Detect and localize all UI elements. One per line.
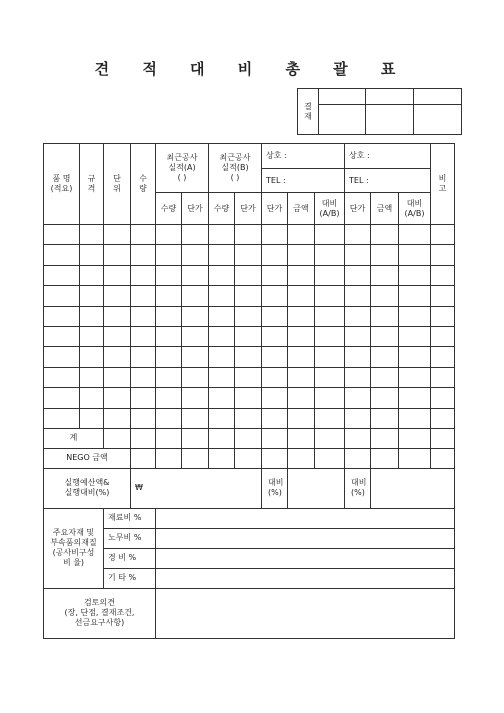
table-row [44,388,455,408]
header-item: 품 명 (적요) [44,144,80,225]
table-cell[interactable] [156,326,182,346]
approval-cell[interactable] [366,89,414,105]
table-row [44,347,455,367]
table-cell[interactable] [399,245,431,265]
expense-value[interactable] [156,548,455,568]
table-cell[interactable] [431,367,455,387]
table-cell[interactable] [131,306,156,326]
table-cell[interactable] [209,306,235,326]
table-cell[interactable] [371,245,399,265]
table-cell[interactable] [371,408,399,428]
table-cell[interactable] [182,265,209,285]
table-cell[interactable] [80,306,104,326]
table-cell[interactable] [44,225,80,245]
vendor1-tel: TEL : [262,169,345,193]
nego-label: NEGO 금액 [44,448,131,468]
review-value[interactable] [156,588,455,638]
table-cell[interactable] [371,367,399,387]
table-cell[interactable] [209,347,235,367]
table-cell[interactable] [209,265,235,285]
table-cell[interactable] [131,265,156,285]
table-cell[interactable] [235,306,262,326]
sub-qty-a: 수량 [156,193,182,225]
table-cell[interactable] [44,367,80,387]
table-cell[interactable] [131,286,156,306]
table-cell[interactable] [182,245,209,265]
table-cell[interactable] [431,245,455,265]
table-cell[interactable] [288,286,315,306]
table-cell[interactable] [315,245,345,265]
table-cell[interactable] [288,408,315,428]
table-cell[interactable] [262,388,288,408]
table-cell[interactable] [131,367,156,387]
table-cell[interactable] [104,306,131,326]
budget-won[interactable]: ₩ [131,468,262,508]
table-cell[interactable] [371,388,399,408]
table-cell[interactable] [345,388,371,408]
approval-cell[interactable] [319,89,366,105]
table-row [44,225,455,245]
table-cell[interactable] [371,225,399,245]
table-cell[interactable] [44,347,80,367]
table-cell[interactable] [431,286,455,306]
table-cell[interactable] [156,265,182,285]
item-rows [44,225,455,429]
header-recent-a: 최근공사 실적(A) ( ) [156,144,209,193]
table-cell[interactable] [80,225,104,245]
table-cell[interactable] [315,408,345,428]
approval-sign-cell[interactable] [366,105,414,135]
table-cell[interactable] [156,245,182,265]
table-cell[interactable] [345,265,371,285]
table-cell[interactable] [288,265,315,285]
table-cell[interactable] [399,225,431,245]
header-qty: 수 량 [131,144,156,225]
table-row [44,408,455,428]
table-cell[interactable] [182,326,209,346]
table-cell[interactable] [182,306,209,326]
approval-cell[interactable] [414,89,462,105]
table-cell[interactable] [209,408,235,428]
table-cell[interactable] [345,225,371,245]
table-cell[interactable] [182,367,209,387]
table-cell[interactable] [131,408,156,428]
vendor1-company: 상호 : [262,144,345,169]
table-cell[interactable] [156,347,182,367]
estimate-table [43,143,455,639]
table-row [44,326,455,346]
table-cell[interactable] [399,306,431,326]
material-ratio: 재료비 % [104,508,156,528]
table-cell[interactable] [44,408,80,428]
table-cell[interactable] [156,286,182,306]
table-cell[interactable] [80,367,104,387]
table-cell[interactable] [209,245,235,265]
table-cell[interactable] [182,408,209,428]
table-cell[interactable] [262,286,288,306]
vendor2-company: 상호 : [345,144,431,169]
table-cell[interactable] [80,265,104,285]
table-cell[interactable] [431,326,455,346]
table-cell[interactable] [345,347,371,367]
table-cell[interactable] [235,388,262,408]
table-cell[interactable] [131,388,156,408]
table-cell[interactable] [156,225,182,245]
table-cell[interactable] [288,225,315,245]
other-value[interactable] [156,568,455,588]
table-cell[interactable] [399,265,431,285]
table-cell[interactable] [235,245,262,265]
table-cell[interactable] [80,388,104,408]
sub-unitprice-v1: 단가 [262,193,288,225]
table-cell[interactable] [80,286,104,306]
table-cell[interactable] [315,306,345,326]
table-cell[interactable] [44,286,80,306]
materials-group-label: 주요자재 및 부속품의재질 (공사비구성 비 율) [44,508,104,588]
header-recent-b: 최근공사 실적(B) ( ) [209,144,262,193]
table-cell[interactable] [104,367,131,387]
table-row [44,367,455,387]
table-cell[interactable] [235,286,262,306]
table-cell[interactable] [44,306,80,326]
table-row [44,245,455,265]
table-cell[interactable] [262,367,288,387]
review-label: 검토의견 (장, 단점, 결재조건, 선금요구사항) [44,588,156,638]
table-row [44,265,455,285]
table-cell[interactable] [44,388,80,408]
table-cell[interactable] [104,245,131,265]
table-cell[interactable] [371,326,399,346]
table-cell[interactable] [371,265,399,285]
vendor2-tel: TEL : [345,169,431,193]
table-cell[interactable] [345,245,371,265]
table-cell[interactable] [315,225,345,245]
table-cell[interactable] [44,326,80,346]
table-cell[interactable] [315,388,345,408]
table-cell[interactable] [288,326,315,346]
table-cell[interactable] [262,408,288,428]
table-cell[interactable] [288,388,315,408]
table-cell[interactable] [288,306,315,326]
table-cell[interactable] [80,347,104,367]
table-cell[interactable] [104,225,131,245]
table-cell[interactable] [182,225,209,245]
table-cell[interactable] [104,347,131,367]
table-cell[interactable] [262,245,288,265]
header-remark: 비 고 [431,144,455,225]
table-cell[interactable] [288,347,315,367]
table-cell[interactable] [399,367,431,387]
table-cell[interactable] [131,225,156,245]
table-cell[interactable] [182,347,209,367]
table-cell[interactable] [44,265,80,285]
budget-ratio-v2: 대비 (%) [345,468,371,508]
table-cell[interactable] [209,367,235,387]
table-cell[interactable] [315,286,345,306]
table-cell[interactable] [104,265,131,285]
table-cell[interactable] [80,408,104,428]
table-row [44,306,455,326]
header-spec: 규 격 [80,144,104,225]
sub-qty-b: 수량 [209,193,235,225]
table-cell[interactable] [235,347,262,367]
sub-unitprice-a: 단가 [182,193,209,225]
table-cell[interactable] [156,306,182,326]
total-label: 계 [44,428,104,448]
table-cell[interactable] [262,225,288,245]
table-cell[interactable] [371,286,399,306]
approval-sign-cell[interactable] [414,105,462,135]
budget-v1-value[interactable] [288,468,345,508]
table-cell[interactable] [156,367,182,387]
table-cell[interactable] [431,408,455,428]
sub-unitprice-b: 단가 [235,193,262,225]
table-cell[interactable] [235,326,262,346]
table-cell[interactable] [209,286,235,306]
budget-label: 실행예산액& 실행대비(%) [44,468,131,508]
table-cell[interactable] [431,225,455,245]
sub-unitprice-v2: 단가 [345,193,371,225]
table-cell[interactable] [80,245,104,265]
table-cell[interactable] [315,265,345,285]
table-cell[interactable] [315,326,345,346]
table-cell[interactable] [209,225,235,245]
document-title: 견 적 대 비 총 괄 표 [94,60,410,78]
table-cell[interactable] [345,326,371,346]
table-cell[interactable] [371,347,399,367]
table-cell[interactable] [104,408,131,428]
table-cell[interactable] [345,286,371,306]
approval-box [297,88,462,135]
sub-amount-v2: 금액 [371,193,399,225]
table-cell[interactable] [80,326,104,346]
table-cell[interactable] [209,388,235,408]
table-cell[interactable] [399,408,431,428]
table-cell[interactable] [262,326,288,346]
other-ratio: 기 타 % [104,568,156,588]
table-cell[interactable] [431,265,455,285]
table-cell[interactable] [345,367,371,387]
table-cell[interactable] [209,326,235,346]
table-cell[interactable] [399,326,431,346]
table-cell[interactable] [431,347,455,367]
table-cell[interactable] [345,306,371,326]
table-cell[interactable] [235,367,262,387]
table-cell[interactable] [131,326,156,346]
table-cell[interactable] [399,388,431,408]
table-cell[interactable] [235,225,262,245]
header-unit: 단 위 [104,144,131,225]
labor-ratio: 노무비 % [104,528,156,548]
table-cell[interactable] [431,388,455,408]
table-cell[interactable] [371,306,399,326]
table-cell[interactable] [315,347,345,367]
table-cell[interactable] [262,265,288,285]
table-cell[interactable] [44,245,80,265]
approval-sign-cell[interactable] [319,105,366,135]
material-value[interactable] [156,508,455,528]
table-cell[interactable] [104,388,131,408]
table-cell[interactable] [262,306,288,326]
table-cell[interactable] [315,367,345,387]
sub-ratio-v2: 대비 (A/B) [399,193,431,225]
expense-ratio: 경 비 % [104,548,156,568]
table-cell[interactable] [156,388,182,408]
table-cell[interactable] [104,326,131,346]
table-cell[interactable] [156,408,182,428]
budget-v2-value[interactable] [371,468,455,508]
table-cell[interactable] [235,408,262,428]
table-cell[interactable] [182,286,209,306]
table-cell[interactable] [288,245,315,265]
sub-ratio-v1: 대비 (A/B) [315,193,345,225]
table-cell[interactable] [131,347,156,367]
sub-amount-v1: 금액 [288,193,315,225]
approval-label: 결 재 [298,89,319,135]
table-cell[interactable] [345,408,371,428]
table-cell[interactable] [182,388,209,408]
labor-value[interactable] [156,528,455,548]
table-cell[interactable] [399,347,431,367]
table-cell[interactable] [104,286,131,306]
table-cell[interactable] [431,306,455,326]
table-cell[interactable] [288,367,315,387]
budget-ratio-v1: 대비 (%) [262,468,288,508]
table-cell[interactable] [235,265,262,285]
table-cell[interactable] [131,245,156,265]
table-cell[interactable] [399,286,431,306]
table-row [44,286,455,306]
table-cell[interactable] [262,347,288,367]
